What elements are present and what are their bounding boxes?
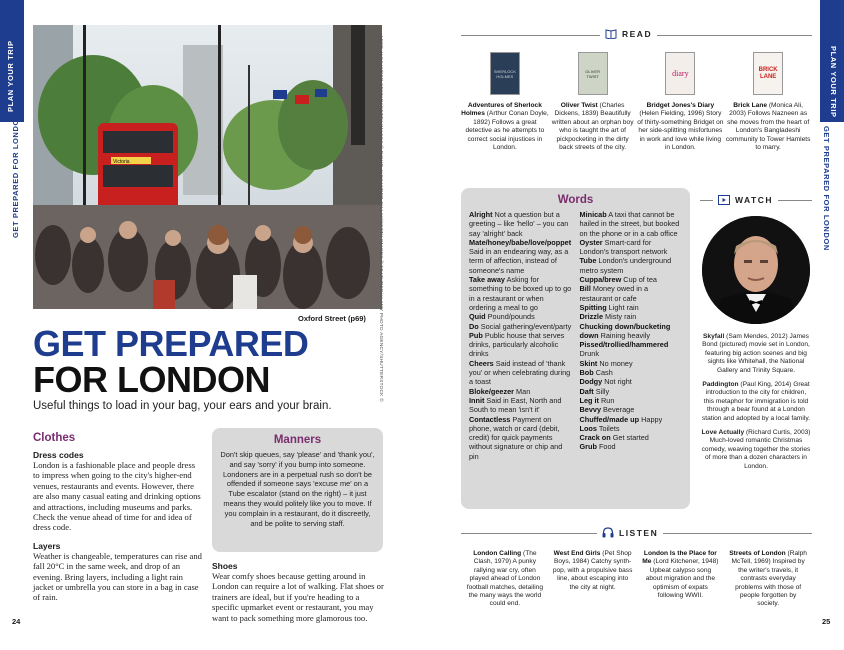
bus-destination-sign: Victoria [113, 159, 130, 165]
layers-heading: Layers [33, 540, 61, 551]
word-entry: Dodgy Not right [579, 377, 632, 387]
words-column-2 [580, 210, 683, 461]
word-entry: Cuppa/brew Cup of tea [579, 275, 657, 285]
page-number-left: 24 [12, 617, 21, 626]
page-number-right: 25 [822, 617, 831, 626]
film-icon [718, 195, 730, 205]
words-column-1 [469, 210, 572, 461]
song-item: London Is the Place for Me (Lord Kitchener, 1948) Upbeat calypso song about migration and the optimism of expats following WWII. [642, 550, 719, 600]
clothes-section [33, 432, 203, 603]
book-item: diary Bridget Jones's Diary (Helen Fielding, 1996) Story of thirty-something Bridget on her side-splitting misfortunes in work and love while living in London. [637, 52, 725, 152]
watch-header [713, 195, 778, 205]
words-heading: Words [557, 194, 594, 206]
word-entry: Bob Cash [579, 368, 613, 378]
word-entry: Chucking down/bucketing down Raining heavily [579, 321, 671, 340]
word-entry: Tube London's underground metro system [579, 256, 672, 275]
left-section-label: GET PREPARED FOR LONDON [11, 113, 20, 238]
book-item: BRICK LANE Brick Lane (Monica Ali, 2003) Follows Nazneen as she moves from the heart of London's Bangladeshi community to Tower Hamlets to marry. [724, 52, 812, 152]
word-entry: Loos Toilets [579, 423, 620, 433]
layers-text: Weather is changeable, temperatures can rise and fall 20°C in the same week, and drop of an evening. Bring layers, including a light rain jacket or umbrella you can store in a bag in case of rain. [33, 550, 202, 603]
word-entry: Crack on Get started [579, 433, 649, 443]
right-tab-label: PLAN YOUR TRIP [829, 46, 838, 118]
dress-codes-text: London is a fashionable place and people dress to impress when going to the city's higher-end venues, restaurants and events. However, there are also many casual eating and drinking options and attractions, including museums and parks. Check the venue ahead of time for and idea of dress code. [33, 460, 201, 533]
song-item: Streets of London (Ralph McTell, 1969) Inspired by the writer's travels, it contrasts everyday problems with those of people forgotten by society. [729, 550, 807, 608]
book-item: OLIVER TWIST Oliver Twist (Charles Dickens, 1839) Beautifully written about an orphan boy who is taught the art of pickpocketing in the dirty back streets of the city. [549, 52, 637, 152]
film-item: Love Actually (Richard Curtis, 2003) Much-loved romantic Christmas comedy, weaving together the stories of more than a dozen characters in London. [701, 429, 811, 470]
word-entry: Pissed/trollied/hammered Drunk [579, 340, 669, 359]
oxford-street-photo [33, 25, 382, 309]
watch-list [700, 333, 812, 477]
word-entry: Spitting Light rain [579, 302, 639, 312]
word-entry: Bloke/geezer Man [469, 386, 531, 396]
word-entry: Drizzle Misty rain [579, 312, 637, 322]
word-entry: Daft Silly [579, 386, 610, 396]
right-section-label: GET PREPARED FOR LONDON [822, 126, 831, 251]
page-subtitle: Useful things to load in your bag, your ears and your brain. [33, 400, 332, 412]
books-list [461, 52, 812, 152]
word-entry: Leg it Run [579, 395, 615, 405]
listen-heading: LISTEN [619, 527, 659, 538]
listen-header [597, 527, 663, 538]
songs-list [461, 550, 812, 609]
book-icon [605, 29, 617, 39]
book-cover: BRICK LANE [753, 52, 783, 95]
manners-box [212, 428, 383, 552]
dress-codes-heading: Dress codes [33, 450, 84, 460]
title-line-1: GET PREPARED [33, 323, 309, 364]
word-entry: Take away Asking for something to be boxed up to go in a restaurant or when ordering a meal to go [469, 275, 572, 312]
book-cover: diary [665, 52, 695, 95]
watch-heading: WATCH [735, 195, 774, 205]
manners-heading: Manners [273, 434, 322, 446]
photo-caption: Oxford Street (p69) [298, 314, 366, 323]
word-entry: Minicab A taxi that cannot be hailed in the street, but booked on the phone or in a cab office [579, 210, 680, 238]
book-title: Bridget Jones's Diary [646, 102, 715, 109]
book-title: Adventures of Sherlock Holmes [461, 102, 542, 118]
word-entry: Innit Said in East, North and South to mean 'isn't it' [469, 395, 562, 415]
word-entry: Chuffed/made up Happy [579, 414, 663, 424]
portrait-illustration [702, 216, 810, 324]
word-entry: Do Social gathering/event/party [469, 321, 572, 331]
word-entry: Mate/honey/babe/love/poppet Said in an endearing way, as a term of affection, instead of someone's name [469, 237, 572, 275]
shoes-section [212, 557, 384, 623]
shoes-text: Wear comfy shoes because getting around in London can require a lot of walking. Flat shoes or trainers are ideal, but if you're heading to a specific upmarket event or restaurant, you may want to pack something more glamorous too. [212, 571, 384, 623]
right-side-tab [820, 0, 844, 122]
film-item: Paddington (Paul King, 2014) Great introduction to the city for children, this metaphor for immigration is told through a bear found at a London station and adopted by a local family. [701, 381, 810, 422]
left-tab-label: PLAN YOUR TRIP [6, 40, 15, 112]
word-entry: Grub Food [579, 442, 616, 452]
headphones-icon [602, 527, 614, 538]
word-entry: Bill Money owed in a restaurant or cafe [579, 284, 649, 303]
word-entry: Contactless Payment on phone, watch or card (debit, credit) for quick payments without signature or chip and pin [469, 414, 563, 461]
book-cover: SHERLOCK HOLMES [490, 52, 520, 95]
book-item: SHERLOCK HOLMES Adventures of Sherlock Holmes (Arthur Conan Doyle, 1892) Follows a great detective as he attempts to correct social injustices in London. [461, 52, 549, 152]
title-line-2: FOR LONDON [33, 359, 270, 400]
book-title: Brick Lane [733, 102, 768, 109]
street-scene-illustration [33, 25, 382, 309]
word-entry: Bevvy Beverage [579, 405, 635, 415]
word-entry: Pub Public house that serves drinks, particularly alcoholic drinks [469, 330, 565, 359]
words-box [461, 188, 690, 509]
clothes-heading: Clothes [33, 432, 76, 444]
word-entry: Oyster Smart-card for London's transport network [579, 237, 668, 257]
film-item: Skyfall (Sam Mendes, 2012) James Bond (pictured) movie set in London, featuring big action scenes and big sights like Whitehall, the National Gallery and Trinity Square. [702, 333, 810, 374]
song-item: West End Girls (Pet Shop Boys, 1984) Catchy synth-pop, with a propulsive bass line, about escaping into the city at night. [552, 550, 633, 591]
word-entry: Cheers Said instead of 'thank you' or when celebrating during a toast [469, 358, 571, 387]
word-entry: Quid Pound/pounds [469, 312, 535, 322]
word-entry: Skint No money [579, 358, 633, 368]
photo-credit: LEFT: ALEXANDER SPATARI/GETTY IMAGES © RIGHT: ALEXANDER GILLAY/GETTY IMAGES © FEATURED/ALAMY PHOTO AGENCY/SHUTTERSTOCK © [378, 36, 383, 402]
james-bond-portrait [702, 216, 810, 324]
shoes-heading: Shoes [212, 561, 238, 571]
page-title [33, 323, 309, 400]
read-heading: READ [622, 29, 653, 39]
word-entry: Alright Not a question but a greeting – like 'hello' – you can say 'alright' back [469, 210, 569, 238]
song-item: London Calling (The Clash, 1979) A punky rallying war cry, often played ahead of London football matches, detailing the many ways the world could end. [466, 550, 543, 608]
book-title: Oliver Twist [560, 102, 598, 109]
book-cover: OLIVER TWIST [578, 52, 608, 95]
manners-text: Don't skip queues, say 'please' and 'thank you', and say 'sorry' if you bump into someone. Londoners are in a perpetual rush so don't be offended if someone says 'excuse me' on a Tube escalator (stand on the right) – it just means they would politely like you to move. If you complain in a restaurant, do it discreetly, and be polite to serving staff. [220, 450, 375, 528]
read-header [600, 29, 657, 39]
left-side-tab [0, 0, 24, 122]
